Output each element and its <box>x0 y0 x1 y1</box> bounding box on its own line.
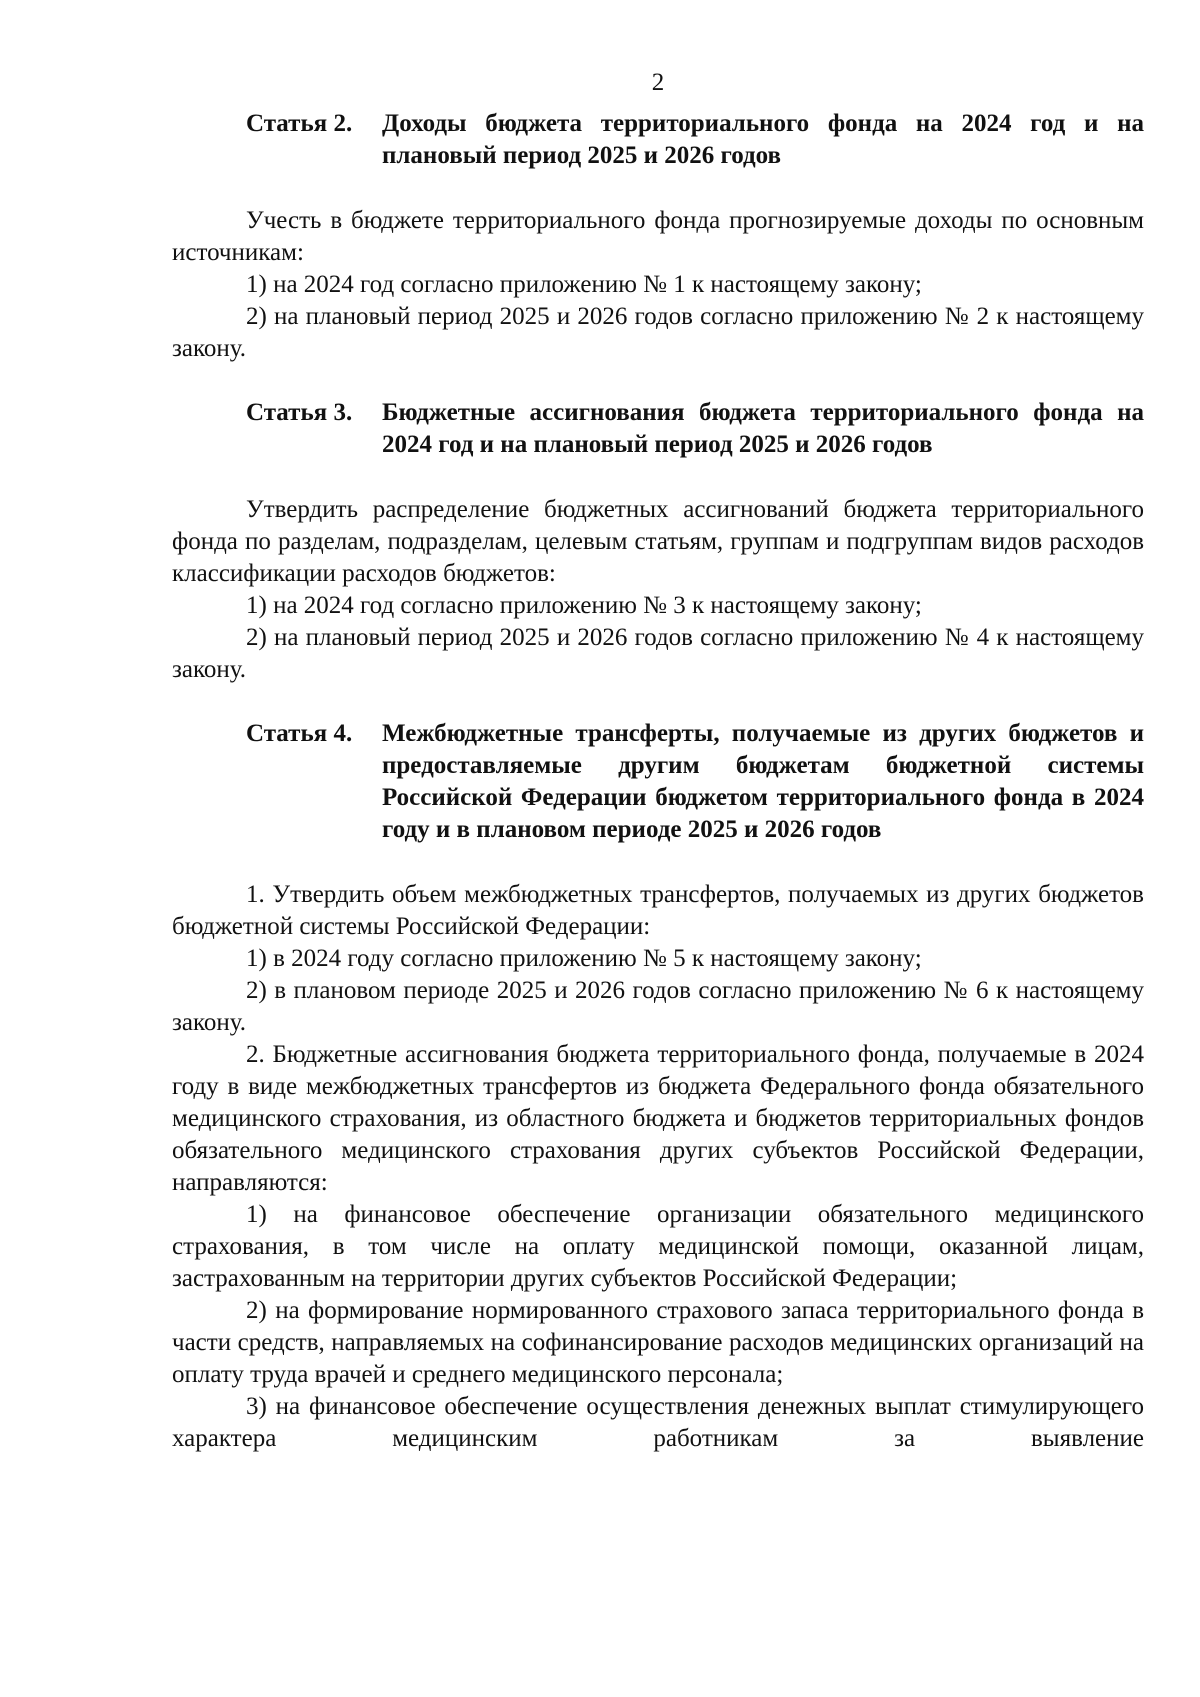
article-title: Доходы бюджета территориального фонда на 2024 год и на плановый период 2025 и 2026 годов <box>382 110 1144 169</box>
article-2-heading <box>246 108 1144 172</box>
list-item: 3) на финансовое обеспечение осуществления денежных выплат стимулирующего характера медицинским работникам за выявление <box>172 1393 1144 1452</box>
article-title: Бюджетные ассигнования бюджета территориального фонда на 2024 год и на плановый период 2025 и 2026 годов <box>382 399 1144 458</box>
article-4-heading <box>246 718 1144 846</box>
document-page <box>172 68 1144 1455</box>
list-item: 2) в плановом периоде 2025 и 2026 годов согласно приложению № 6 к настоящему закону. <box>172 977 1144 1036</box>
paragraph: Утвердить распределение бюджетных ассигнований бюджета территориального фонда по разделам, подразделам, целевым статьям, группам и подгруппам видов расходов классификации расходов бюджетов: <box>172 496 1144 587</box>
page-number: 2 <box>651 69 665 96</box>
list-item: 1) на 2024 год согласно приложению № 3 к настоящему закону; <box>246 592 922 619</box>
article-title: Межбюджетные трансферты, получаемые из других бюджетов и предоставляемые другим бюджетам бюджетной системы Российской Федерации бюджетом территориального фонда в 2024 году и в плановом периоде 2025 и 2026 годов <box>382 720 1144 843</box>
list-item: 2) на плановый период 2025 и 2026 годов согласно приложению № 2 к настоящему закону. <box>172 303 1144 362</box>
list-item: 1) на финансовое обеспечение организации обязательного медицинского страхования, в том числе на оплату медицинской помощи, оказанной лицам, застрахованным на территории других субъектов Российской Федерации; <box>172 1201 1144 1292</box>
paragraph: 2. Бюджетные ассигнования бюджета территориального фонда, получаемые в 2024 году в виде межбюджетных трансфертов из бюджета Федерального фонда обязательного медицинского страхования, из областного бюджета и бюджетов территориальных фондов обязательного медицинского страхования других субъектов Российской Федерации, направляются: <box>172 1041 1144 1196</box>
list-item: 1) на 2024 год согласно приложению № 1 к настоящему закону; <box>246 271 922 298</box>
article-label: Статья 2. <box>246 110 353 137</box>
list-item: 2) на плановый период 2025 и 2026 годов согласно приложению № 4 к настоящему закону. <box>172 624 1144 683</box>
paragraph: 1. Утвердить объем межбюджетных трансфертов, получаемых из других бюджетов бюджетной системы Российской Федерации: <box>172 881 1144 940</box>
article-label: Статья 3. <box>246 399 353 426</box>
article-label: Статья 4. <box>246 720 353 747</box>
paragraph: Учесть в бюджете территориального фонда прогнозируемые доходы по основным источникам: <box>172 207 1144 266</box>
list-item: 1) в 2024 году согласно приложению № 5 к настоящему закону; <box>246 945 922 972</box>
list-item: 2) на формирование нормированного страхового запаса территориального фонда в части средств, направляемых на софинансирование расходов медицинских организаций на оплату труда врачей и среднего медицинского персонала; <box>172 1297 1144 1388</box>
article-3-heading <box>246 397 1144 461</box>
